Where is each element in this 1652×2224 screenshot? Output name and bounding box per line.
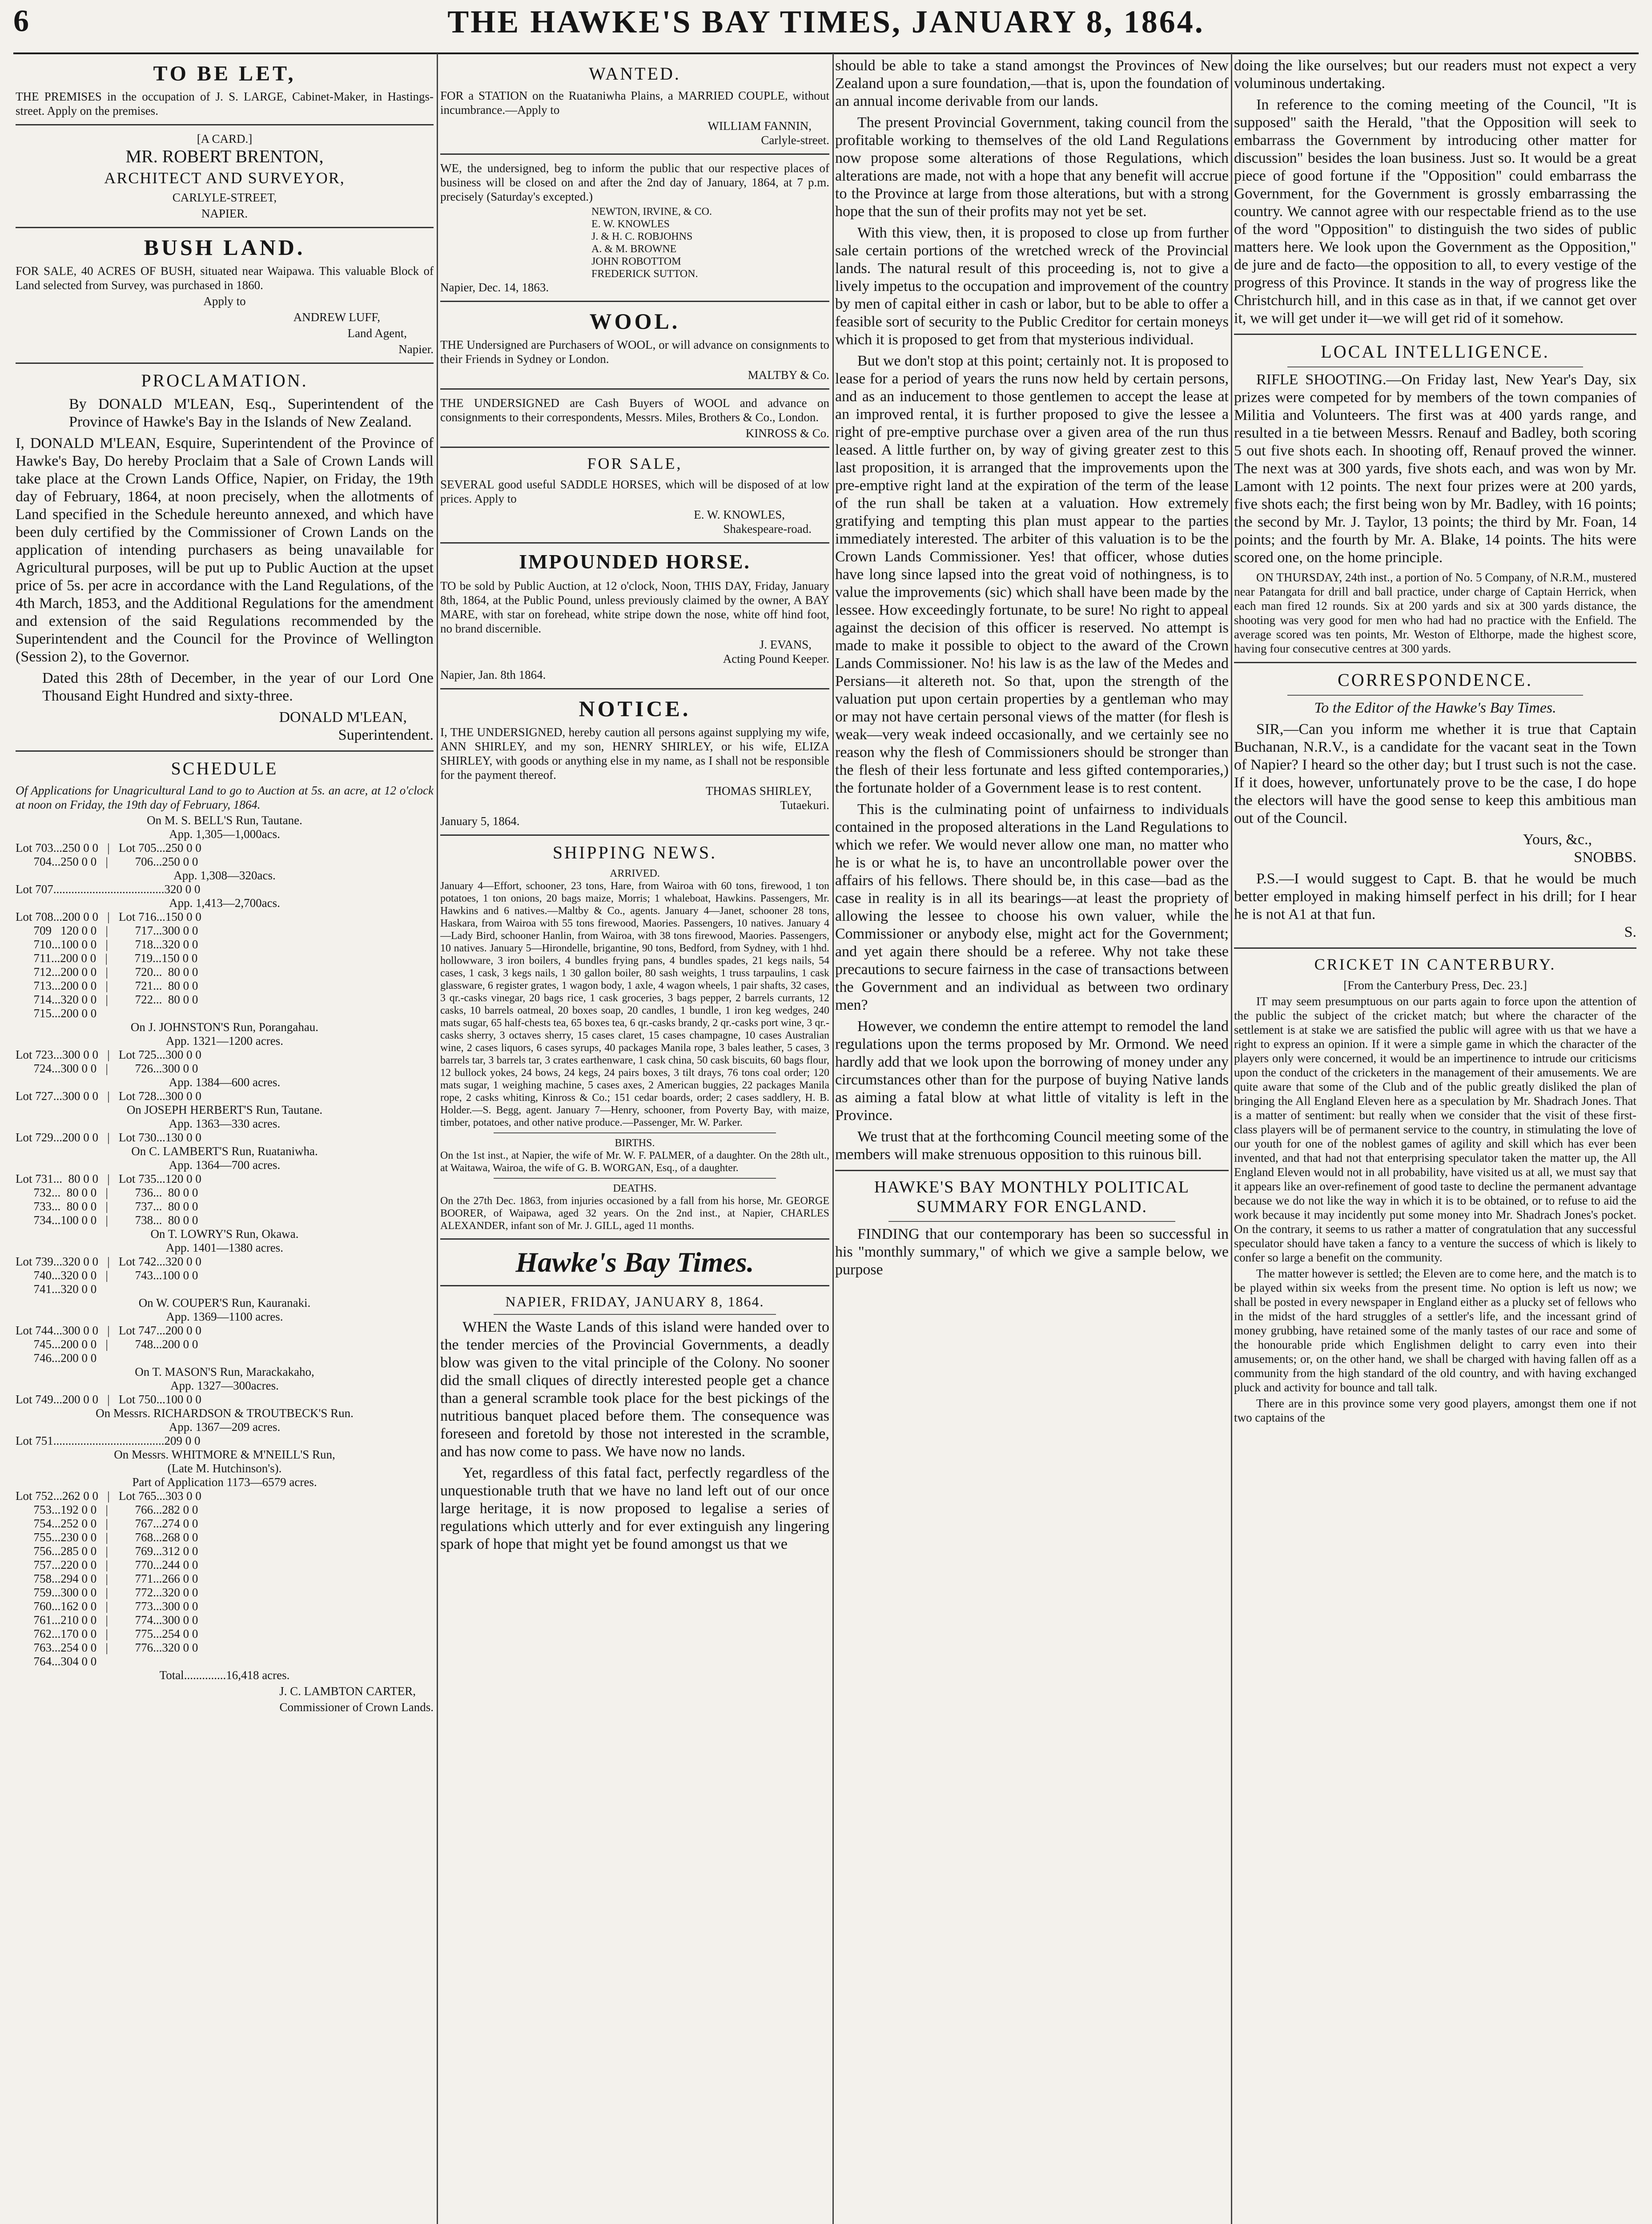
closing-notice-date: Napier, Dec. 14, 1863. (440, 281, 549, 294)
schedule-line: Lot 708...200 0 0 | Lot 716...150 0 0 (16, 910, 201, 923)
schedule-line: App. 1321—1200 acres. (166, 1034, 283, 1048)
editorial-paragraph: Yet, regardless of this fatal fact, perfectly regardless of the unquestionable truth that we have no land left out of our once large heritage, it is now proposed to legalise a series of regulations which utterly and for ever extinguish any lingering spark of hope that might yet be found amongst us that we (440, 1465, 829, 1552)
births-heading: BIRTHS. (615, 1137, 655, 1149)
impounded-horse-date: Napier, Jan. 8th 1864. (440, 668, 546, 681)
schedule-line: 763...254 0 0 | 776...320 0 0 (16, 1641, 198, 1654)
schedule-line: 761...210 0 0 | 774...300 0 0 (16, 1613, 198, 1627)
correspondence-body: SIR,—Can you inform me whether it is true that Captain Buchanan, N.R.V., is a candidate for the vacant seat in the Town of Napier? I heard so the other day; but I trust such is not the case. If it does, however, unfortunately prove to be the case, I do hope the electors will have the good sense to keep this ambitious man out of the Council. (1234, 721, 1636, 826)
signatory: FREDERICK SUTTON. (591, 268, 698, 280)
column-2 (440, 57, 829, 2224)
schedule-line: App. 1369—1100 acres. (166, 1310, 283, 1323)
proclamation-intro: By DONALD M'LEAN, Esq., Superintendent of the Province of Hawke's Bay in the Islands of New Zealand. (69, 396, 434, 430)
schedule-line: App. 1,308—320acs. (173, 869, 276, 882)
editorial-paragraph: However, we condemn the entire attempt to remodel the land regulations upon the terms proposed by Mr. Ormond. We need hardly add that we look upon the borrowing of money under any circumstances other than for the purpose of buying Native lands as aiming a fatal blow at what little of vitality is left in the Province. (835, 1018, 1229, 1124)
schedule-line: App. 1363—330 acres. (169, 1117, 281, 1130)
bush-sign-town: Napier. (398, 342, 434, 356)
schedule-line: App. 1364—700 acres. (169, 1158, 281, 1172)
schedule-line: (Late M. Hutchinson's). (167, 1462, 282, 1475)
schedule-line: On M. S. BELL'S Run, Tautane. (147, 814, 302, 827)
for-sale-sign-place: Shakespeare-road. (723, 522, 812, 536)
correspondence-postscript: P.S.—I would suggest to Capt. B. that he would be much better employed in making himself perfect in his drill; for I hear he is not A1 at that fun. (1234, 870, 1636, 923)
schedule-line: 740...320 0 0 | 743...100 0 0 (16, 1269, 198, 1282)
deaths-heading: DEATHS. (613, 1183, 657, 1194)
notice-heading: NOTICE. (579, 696, 691, 721)
schedule-line: Lot 751.....................................209 0 0 (16, 1434, 201, 1447)
editorial-paragraph: But we don't stop at this point; certainly not. It is proposed to lease for a period of years the runs now held by certain persons, and as an inducement to those gentlemen to accept the lease at an improved rental, it is further proposed to give the lessee a right of pre-emptive purchase over a given area of the run thus leased. A little further on, by way of giving greater zest to this last proposition, it is arranged that the improvements upon the pre-emptive right land at the expiration of the term of the lease of the run shall be taken at a valuation. How extremely gratifying and tempting this plan must appear to the parties immediately interested. The arbiter of this valuation is to be the Crown Lands Commissioner. Yes! that officer, whose duties have long since lapsed into the great void of nothingness, is to value the improvements (sic) which shall have been made by the lessee. How exceedingly fortunate, to be sure! No right to appeal against the decision of this officer is reserved. No attempt is made to make it possible to object to the award of the Crown Lands Commissioner. No! his law is as the law of the Medes and Persians—it altereth not. So that, upon the strength of the valuation put upon certain properties by a gentleman who may or may not have certain personal views of the matter (for flesh is weak—very weak indeed occasionally, and we certainly see no reason why the flesh of Commissioners should be stronger than the flesh of their less fortunate and less gifted contemporaries,) the fortunate holder of a Government lease is to rest content. (835, 353, 1229, 796)
schedule-line: Lot 752...262 0 0 | Lot 765...303 0 0 (16, 1489, 201, 1503)
editorial-paragraph: This is the culminating point of unfairness to individuals contained in the proposed alterations in the Land Regulations to which we refer. We would never allow one man, no matter who he is or what he is, to have an uncontrollable power over the affairs of his fellows. There should be, in this case—bad as the case in reality is in all its bearings—at least the propriety of allowing the lessee to choose his own valuer, while the Commissioner or anybody else, might act for the Government; and yet again there should be a referee. Why not take these precautions to secure fairness in the case of transactions between the Government and an individual as between two ordinary men? (835, 801, 1229, 1013)
schedule-line: App. 1384—600 acres. (169, 1076, 281, 1089)
correspondence-addressee: To the Editor of the Hawke's Bay Times. (1314, 700, 1556, 716)
schedule-line: 709 120 0 0 | 717...300 0 0 (16, 924, 198, 937)
bush-land-heading: BUSH LAND. (144, 235, 305, 260)
editorial-paragraph: The present Provincial Government, taking council from the profitable working to themselves of the old Land Regulations now propose some alterations of those Regulations, which alterations are made, not with a hope that any benefit will accrue to the Province at large from those alterations, but with a strong hope that the sun of their profits may not yet be set. (835, 114, 1229, 220)
local-paragraph: ON THURSDAY, 24th inst., a portion of No. 5 Company, of N.R.M., mustered near Patangata for drill and ball practice, under charge of Captain Herrick, when each man fired 12 rounds. Six at 200 yards and six at 300 yards distance, the shooting was very good for men who had had no practice with the Enfield. The average scored was ten points, Mr. Weston of Elthorpe, made the highest score, having four consecutive centres at 300 yards. (1234, 571, 1636, 655)
impounded-horse-body: TO be sold by Public Auction, at 12 o'clock, Noon, THIS DAY, Friday, January 8th, 1864, at the Public Pound, unless previously claimed by the owner, A BAY MARE, with star on forehead, white stripe down the nose, white off hind foot, no brand discernible. (440, 579, 829, 635)
cricket-paragraph: There are in this province some very good players, amongst them one if not two captains of the (1234, 1397, 1636, 1424)
closing-notice-body: WE, the undersigned, beg to inform the public that our respective places of business will be closed on and after the 2nd day of January, 1864, at 7 p.m. precisely (Saturday's excepted.) (440, 161, 829, 203)
schedule-line: 732... 80 0 0 | 736... 80 0 0 (16, 1186, 198, 1199)
wool-cash-body: THE UNDERSIGNED are Cash Buyers of WOOL and advance on consignments to their correspondents, Messrs. Miles, Brothers & Co., London. (440, 396, 829, 424)
schedule-line: On Messrs. RICHARDSON & TROUTBECK'S Run. (96, 1406, 354, 1420)
summary-paragraph: doing the like ourselves; but our readers must not expect a very voluminous undertaking. (1234, 57, 1636, 92)
schedule-line: 733... 80 0 0 | 737... 80 0 0 (16, 1200, 198, 1213)
closing-notice-signatories (440, 205, 829, 280)
deaths-body: On the 27th Dec. 1863, from injuries occasioned by a fall from his horse, Mr. GEORGE BOORER, of Waipawa, aged 32 years. On the 2nd inst., at Napier, CHARLES ALEXANDER, infant son of Mr. J. GILL, aged 11 months. (440, 1195, 829, 1232)
schedule-heading: SCHEDULE (171, 758, 278, 778)
schedule-line: 760...162 0 0 | 773...300 0 0 (16, 1600, 198, 1613)
schedule-line: 714...320 0 0 | 722... 80 0 0 (16, 993, 198, 1006)
schedule-line: On T. MASON'S Run, Marackakaho, (135, 1365, 314, 1378)
schedule-line: 756...285 0 0 | 769...312 0 0 (16, 1544, 198, 1558)
schedule-line: Lot 707.....................................320 0 0 (16, 882, 201, 896)
schedule-line: Lot 723...300 0 0 | Lot 725...300 0 0 (16, 1048, 201, 1061)
schedule-line: Part of Application 1173—6579 acres. (132, 1475, 317, 1489)
summary-paragraph: FINDING that our contemporary has been so successful in his "monthly summary," of which we give a sample below, we purpose (835, 1226, 1229, 1278)
schedule-line: 759...300 0 0 | 772...320 0 0 (16, 1586, 198, 1599)
schedule-subtitle: Of Applications for Unagricultural Land to go to Auction at 5s. an acre, at 12 o'clock at noon on Friday, the 19th day of February, 1864. (16, 784, 434, 811)
newspaper-title: THE HAWKE'S BAY TIMES, JANUARY 8, 1864. (447, 4, 1205, 40)
notice-sign-name: THOMAS SHIRLEY, (705, 784, 812, 798)
editorial-paragraph: WHEN the Waste Lands of this island were handed over to the tender mercies of the Provincial Governments, a deadly blow was given to the vital principle of the Colony. No sooner did the small cliques of directly interested people get a chance than a general scramble took place for the best pickings of the nutritious banquet placed before them. The consequence was foreseen and foretold by those not interested in the scramble, and has now come to pass. We have now no lands. (440, 1319, 829, 1460)
editorial-paragraph: We trust that at the forthcoming Council meeting some of the members will make strenuous opposition to this ruinous bill. (835, 1128, 1229, 1163)
schedule-line: On JOSEPH HERBERT'S Run, Tautane. (126, 1103, 323, 1116)
schedule-line: Lot 727...300 0 0 | Lot 728...300 0 0 (16, 1089, 201, 1103)
signatory: J. & H. C. ROBJOHNS (591, 231, 693, 242)
to-let-heading: TO BE LET, (153, 62, 296, 85)
schedule-line: 734...100 0 0 | 738... 80 0 0 (16, 1213, 198, 1227)
schedule-line: 745...200 0 0 | 748...200 0 0 (16, 1338, 198, 1351)
schedule-line: On C. LAMBERT'S Run, Ruataniwha. (131, 1144, 318, 1158)
masthead (13, 0, 1639, 54)
schedule-line: 710...100 0 0 | 718...320 0 0 (16, 938, 198, 951)
column-3 (835, 57, 1229, 2224)
signatory: NEWTON, IRVINE, & CO. (591, 206, 712, 218)
cricket-heading: CRICKET IN CANTERBURY. (1314, 955, 1556, 973)
schedule-line: App. 1367—209 acres. (169, 1420, 281, 1434)
political-summary-heading: HAWKE'S BAY MONTHLY POLITICAL SUMMARY FOR ENGLAND. (874, 1178, 1190, 1216)
schedule-line: 746...200 0 0 (16, 1351, 97, 1365)
schedule-line: 741...320 0 0 (16, 1282, 97, 1296)
wool-heading: WOOL. (589, 309, 680, 334)
wanted-sign-name: WILLIAM FANNIN, (707, 119, 812, 133)
schedule-line: 724...300 0 0 | 726...300 0 0 (16, 1062, 198, 1075)
column-rule (1231, 53, 1232, 2224)
wanted-body: FOR a STATION on the Ruataniwha Plains, a MARRIED COUPLE, without incumbrance.—Apply to (440, 89, 829, 117)
schedule-line: On Messrs. WHITMORE & M'NEILL'S Run, (114, 1448, 335, 1461)
schedule-line: On T. LOWRY'S Run, Okawa. (150, 1227, 299, 1241)
signatory: A. & M. BROWNE (591, 243, 677, 255)
correspondence-closing: Yours, &c., (1523, 831, 1592, 848)
summary-paragraph: In reference to the coming meeting of the Council, "It is supposed" saith the Herald, "that the Opposition will seek to embarrass the Government by introducing other matter for discussion" besides the loan business. Just so. It would be a great piece of good fortune if the "Opposition" could embarrass the Government, for the Government is grossly embarrassing the country. We cannot agree with our respectable friend as to the use of the word "Opposition" to distinguish the two sides of public matters here. We look upon the Government as the Opposition," de jure and de facto—the opposition to all, to every vestige of the progress of this Province. It stands in the way of progress like the Christchurch hill, and in this case as in that, if we cannot get over it, we will get under it—we will get rid of it somehow. (1234, 97, 1636, 326)
wanted-sign-place: Carlyle-street. (761, 133, 829, 147)
impounded-horse-sign-name: J. EVANS, (759, 638, 812, 651)
column-4 (1234, 57, 1636, 2224)
bush-sign-role: Land Agent, (347, 326, 407, 340)
for-sale-body: SEVERAL good useful SADDLE HORSES, which will be disposed of at low prices. Apply to (440, 478, 829, 505)
brenton-title: ARCHITECT AND SURVEYOR, (104, 169, 345, 187)
card-tag: [A CARD.] (197, 132, 253, 145)
schedule-sign-name: J. C. LAMBTON CARTER, (279, 1684, 416, 1698)
proclamation-sign-name: DONALD M'LEAN, (279, 709, 407, 725)
page-number: 6 (13, 4, 29, 38)
schedule-line: Lot 744...300 0 0 | Lot 747...200 0 0 (16, 1324, 201, 1337)
bush-sign-name: ANDREW LUFF, (293, 310, 380, 324)
bush-apply: Apply to (203, 294, 246, 308)
local-paragraph: RIFLE SHOOTING.—On Friday last, New Year's Day, six prizes were competed for by members of the town companies of Militia and Volunteers. The first was at 400 yards range, and resulted in a tie between Messrs. Renauf and Badley, both scoring 5 out five shots each. In shooting off, Renauf proved the winner. The next was at 300 yards, five shots each, and was won by Mr. Lamont with 12 points. The next four prizes were at 200 yards, five shots each; the first being won by Mr. Badley, with 16 points; the second by Mr. J. Taylor, 13 points; the third by Mr. Foan, 14 points; and the fourth by Mr. A. Blake, 14 points. The hits were scored one, on the home principle. (1234, 371, 1636, 566)
notice-date: January 5, 1864. (440, 814, 520, 828)
shipping-arrivals: January 4—Effort, schooner, 23 tons, Hare, from Wairoa with 60 tons, firewood, 1 ton potatoes, 1 ton onions, 20 bags maize, Morris; 1 whaleboat, Hawkins. Passengers, Mr. Hawkins and 6 natives.—Maltby & Co., agents. January 4—Janet, schooner 28 tons, Haskara, from Wairoa with 55 tons firewood, Maories. Passengers, 10 natives. January 4—Lady Bird, schooner Hanlin, from Wairoa, with 38 tons firewood, Maories. Passengers, 10 natives. January 5—Hirondelle, brigantine, 90 tons, Bedford, from Sydney, with 1 hhd. hollowware, 3 iron boilers, 4 bundles frying pans, 4 bundles spades, 21 kegs nails, 54 cases, 1 cask, 3 kegs nails, 1 30 gallon boiler, 80 sash weights, 1 truss tarpaulins, 1 cask glassware, 6 register grates, 1 wagon body, 1 axle, 4 wagon wheels, 1 pair shafts, 32 cases, 3 qr.-casks vinegar, 20 bags rice, 1 cask groceries, 3 bags pepper, 2 barrels currants, 12 casks, 10 barrels oatmeal, 20 boxes soap, 20 candles, 1 bundle, 1 iron keg wedges, 240 mats sugar, 65 half-chests tea, 65 boxes tea, 6 qr.-casks brandy, 2 qr.-casks port wine, 3 qr.-casks sherry, 3 octaves sherry, 15 cases claret, 15 cases champagne, 10 cases Australian wine, 2 cases liquors, 6 cases syrups, 40 packages Manila rope, 3 bales leather, 5 cases, 3 barrels tar, 3 barrels tar, 3 crates earthenware, 1 cask china, 50 cask biscuits, 60 bags flour, 12 bullock yokes, 24 bows, 24 kegs, 24 pairs boxes, 3 tilt drays, 76 tons coal order; 120 mats sugar, 1 weighing machine, 5 cases axes, 2 American buggies, 22 packages Manila rope, 2 casks whiting, Kinross & Co.; 151 cedar boards, order; 2 cases saddlery, H. B. Holder.—S. Begg, agent. January 7—Henry, schooner, from Poverty Bay, with maize, timber, potatoes, and other native produce.—Passenger, Mr. W. Parker. (440, 880, 829, 1128)
notice-body: I, THE UNDERSIGNED, hereby caution all persons against supplying my wife, ANN SHIRLEY, and my son, HENRY SHIRLEY, or his wife, ELIZA SHIRLEY, with goods or anything else in my name, as I shall not be responsible for the payment thereof. (440, 725, 829, 782)
schedule-line: 754...252 0 0 | 767...274 0 0 (16, 1517, 198, 1530)
schedule-sign-role: Commissioner of Crown Lands. (279, 1700, 434, 1714)
signatory: E. W. KNOWLES (591, 218, 670, 230)
schedule-line: 711...200 0 0 | 719...150 0 0 (16, 951, 198, 965)
wool-body: THE Undersigned are Purchasers of WOOL, or will advance on consignments to their Friends in Sydney or London. (440, 338, 829, 366)
proclamation-heading: PROCLAMATION. (141, 371, 308, 391)
schedule-line: 762...170 0 0 | 775...254 0 0 (16, 1627, 198, 1640)
newspaper-nameplate: Hawke's Bay Times. (515, 1246, 754, 1278)
shipping-arrived-label: ARRIVED. (610, 868, 660, 879)
bush-land-body: FOR SALE, 40 ACRES OF BUSH, situated near Waipawa. This valuable Block of Land selected from Survey, was purchased in 1860. (16, 264, 434, 292)
impounded-horse-sign-role: Acting Pound Keeper. (723, 652, 829, 665)
schedule-line: 755...230 0 0 | 768...268 0 0 (16, 1531, 198, 1544)
wool-sign: MALTBY & Co. (748, 368, 829, 382)
local-intelligence-heading: LOCAL INTELLIGENCE. (1321, 342, 1550, 362)
editorial-paragraph: should be able to take a stand amongst the Provinces of New Zealand upon a sure foundation,—that is, upon the foundation of an annual income derivable from our lands. (835, 57, 1229, 109)
postscript-signature: S. (1624, 924, 1636, 940)
schedule-line: Lot 729...200 0 0 | Lot 730...130 0 0 (16, 1131, 201, 1144)
schedule-line: 757...220 0 0 | 770...244 0 0 (16, 1558, 198, 1571)
correspondence-signature: SNOBBS. (1574, 849, 1636, 866)
cricket-paragraph: IT may seem presumptuous on our parts again to force upon the attention of the public the subject of the cricket match; but where the character of the settlement is at stake we are satisfied the public will agree with us that we have a right to express an opinion. If it were a simple game in which the character of the players only were concerned, it would be an impertinence to intrude our criticisms upon the conduct of the cricketers in the management of their amusements. We are quite aware that some of the Club and of the public greatly disliked the plan of bringing the All England Eleven here as a speculation by Mr. Shadrach Jones. That is a matter of sentiment: but really when we consider that the visit of these first-class players will be of permanent service to the country, in stimulating the love of our youth for one of the noblest games of agility and skill which has ever been invented, and that had not that enterprising speculator taken the matter up, the All England Eleven would not in all probability, have visited us at all, we must say that it appears like an over-refinement of good taste to decline the permanent advantage because we do not like the way in which it is to be obtained, or to refuse to aid the work because it may incidently put some money into Mr. Shadrach Jones's pocket. On the contrary, it seems to us rather a matter of congratulation that any successful speculator should have taken a fancy to a venture the success of which is likely to confer so large a benefit on the community. (1234, 995, 1636, 1264)
schedule-line: 753...192 0 0 | 766...282 0 0 (16, 1503, 198, 1516)
schedule-line: On J. JOHNSTON'S Run, Porangahau. (130, 1020, 319, 1034)
schedule-line: 764...304 0 0 (16, 1655, 97, 1668)
for-sale-sign-name: E. W. KNOWLES, (694, 508, 785, 521)
schedule-line: 715...200 0 0 (16, 1007, 97, 1020)
impounded-horse-heading: IMPOUNDED HORSE. (519, 550, 751, 573)
cricket-paragraph: The matter however is settled; the Eleven are to come here, and the match is to be played within six weeks from the present time. No option is left us now; we shall be posted in every newspaper in England either as a plucky set of fellows who in the midst of the hard struggles of a settler's life, and the incessant grind of money grubbing, have retained some of the manly tastes of our race and some of the honourable pride which Englishmen delight to carry even into their amusements; or, on the other hand, we shall be charged with having fallen off as a community from the high standard of the old country, and with having exchanged pluck and activity for bounce and tall talk. (1234, 1267, 1636, 1394)
notice-sign-place: Tutaekuri. (780, 798, 829, 812)
correspondence-heading: CORRESPONDENCE. (1338, 670, 1533, 690)
proclamation-body: I, DONALD M'LEAN, Esquire, Superintendent of the Province of Hawke's Bay, Do hereby Proclaim that a Sale of Crown Lands will take place at the Crown Lands Office, Napier, on Friday, the 19th day of February, 1864, at noon precisely, when the allotments of Land specified in the Schedule hereunto annexed, and which have been duly certified by the Commissioner of Crown Lands on the application of intending purchasers as being unavailable for Agricultural purposes, will be put up to Public Auction at the upset price of 5s. per acre in accordance with the Land Regulations, of the 4th March, 1853, and the Additional Regulations for the amendment and extension of the said Regulations recommended by the Superintendent and the Council for the Province of Wellington (Session 2), to the Governor. (16, 435, 434, 665)
column-rule (832, 53, 834, 2224)
proclamation-dated: Dated this 28th of December, in the year of our Lord One Thousand Eight Hundred and sixty-three. (42, 670, 434, 704)
schedule-line: 758...294 0 0 | 771...266 0 0 (16, 1572, 198, 1585)
schedule-line: App. 1,413—2,700acs. (169, 896, 280, 910)
schedule-line: App. 1,305—1,000acs. (169, 827, 280, 841)
schedule-line: 704...250 0 0 | 706...250 0 0 (16, 855, 198, 868)
births-body: On the 1st inst., at Napier, the wife of Mr. W. F. PALMER, of a daughter. On the 28th ult., at Waitawa, Wairoa, the wife of G. B. WORGAN, Esq., of a daughter. (440, 1150, 829, 1174)
proclamation-sign-role: Superintendent. (338, 727, 434, 743)
brenton-town: NAPIER. (201, 207, 248, 220)
schedule-line: 713...200 0 0 | 721... 80 0 0 (16, 979, 198, 992)
brenton-name: MR. ROBERT BRENTON, (125, 146, 324, 166)
schedule-line: On W. COUPER'S Run, Kauranaki. (138, 1296, 311, 1309)
for-sale-heading: FOR SALE, (587, 455, 683, 472)
schedule-line: Lot 739...320 0 0 | Lot 742...320 0 0 (16, 1255, 201, 1268)
signatory: JOHN ROBOTTOM (591, 256, 681, 267)
schedule-list (16, 814, 434, 1682)
wanted-heading: WANTED. (589, 64, 681, 84)
schedule-line: App. 1401—1380 acres. (166, 1241, 283, 1254)
wool-cash-sign: KINROSS & Co. (745, 427, 829, 440)
shipping-news-heading: SHIPPING NEWS. (552, 842, 717, 862)
editorial-paragraph: With this view, then, it is proposed to close up from further sale certain portions of the wretched wreck of the Provincial lands. The natural result of this proceeding is, not to give a lively impetus to the occupation and improvement of the country by men of capital either in cash or labor, but to be able to offer a feasible sort of security to the Public Creditor for certain moneys which it is proposed to get from that mysterious individual. (835, 225, 1229, 348)
column-1 (16, 57, 434, 2224)
cricket-source: [From the Canterbury Press, Dec. 23.] (1343, 979, 1527, 992)
schedule-line: 712...200 0 0 | 720... 80 0 0 (16, 965, 198, 979)
column-rule (437, 53, 438, 2224)
brenton-street: CARLYLE-STREET, (172, 191, 277, 204)
schedule-line: Lot 703...250 0 0 | Lot 705...250 0 0 (16, 841, 201, 854)
schedule-line: Total..............16,418 acres. (159, 1668, 290, 1682)
schedule-line: Lot 731... 80 0 0 | Lot 735...120 0 0 (16, 1172, 201, 1185)
to-let-body: THE PREMISES in the occupation of J. S. LARGE, Cabinet-Maker, in Hastings-street. Apply on the premises. (16, 90, 434, 117)
schedule-line: App. 1327—300acres. (170, 1379, 279, 1392)
schedule-line: Lot 749...200 0 0 | Lot 750...100 0 0 (16, 1393, 201, 1406)
editorial-dateline: NAPIER, FRIDAY, JANUARY 8, 1864. (505, 1293, 764, 1309)
